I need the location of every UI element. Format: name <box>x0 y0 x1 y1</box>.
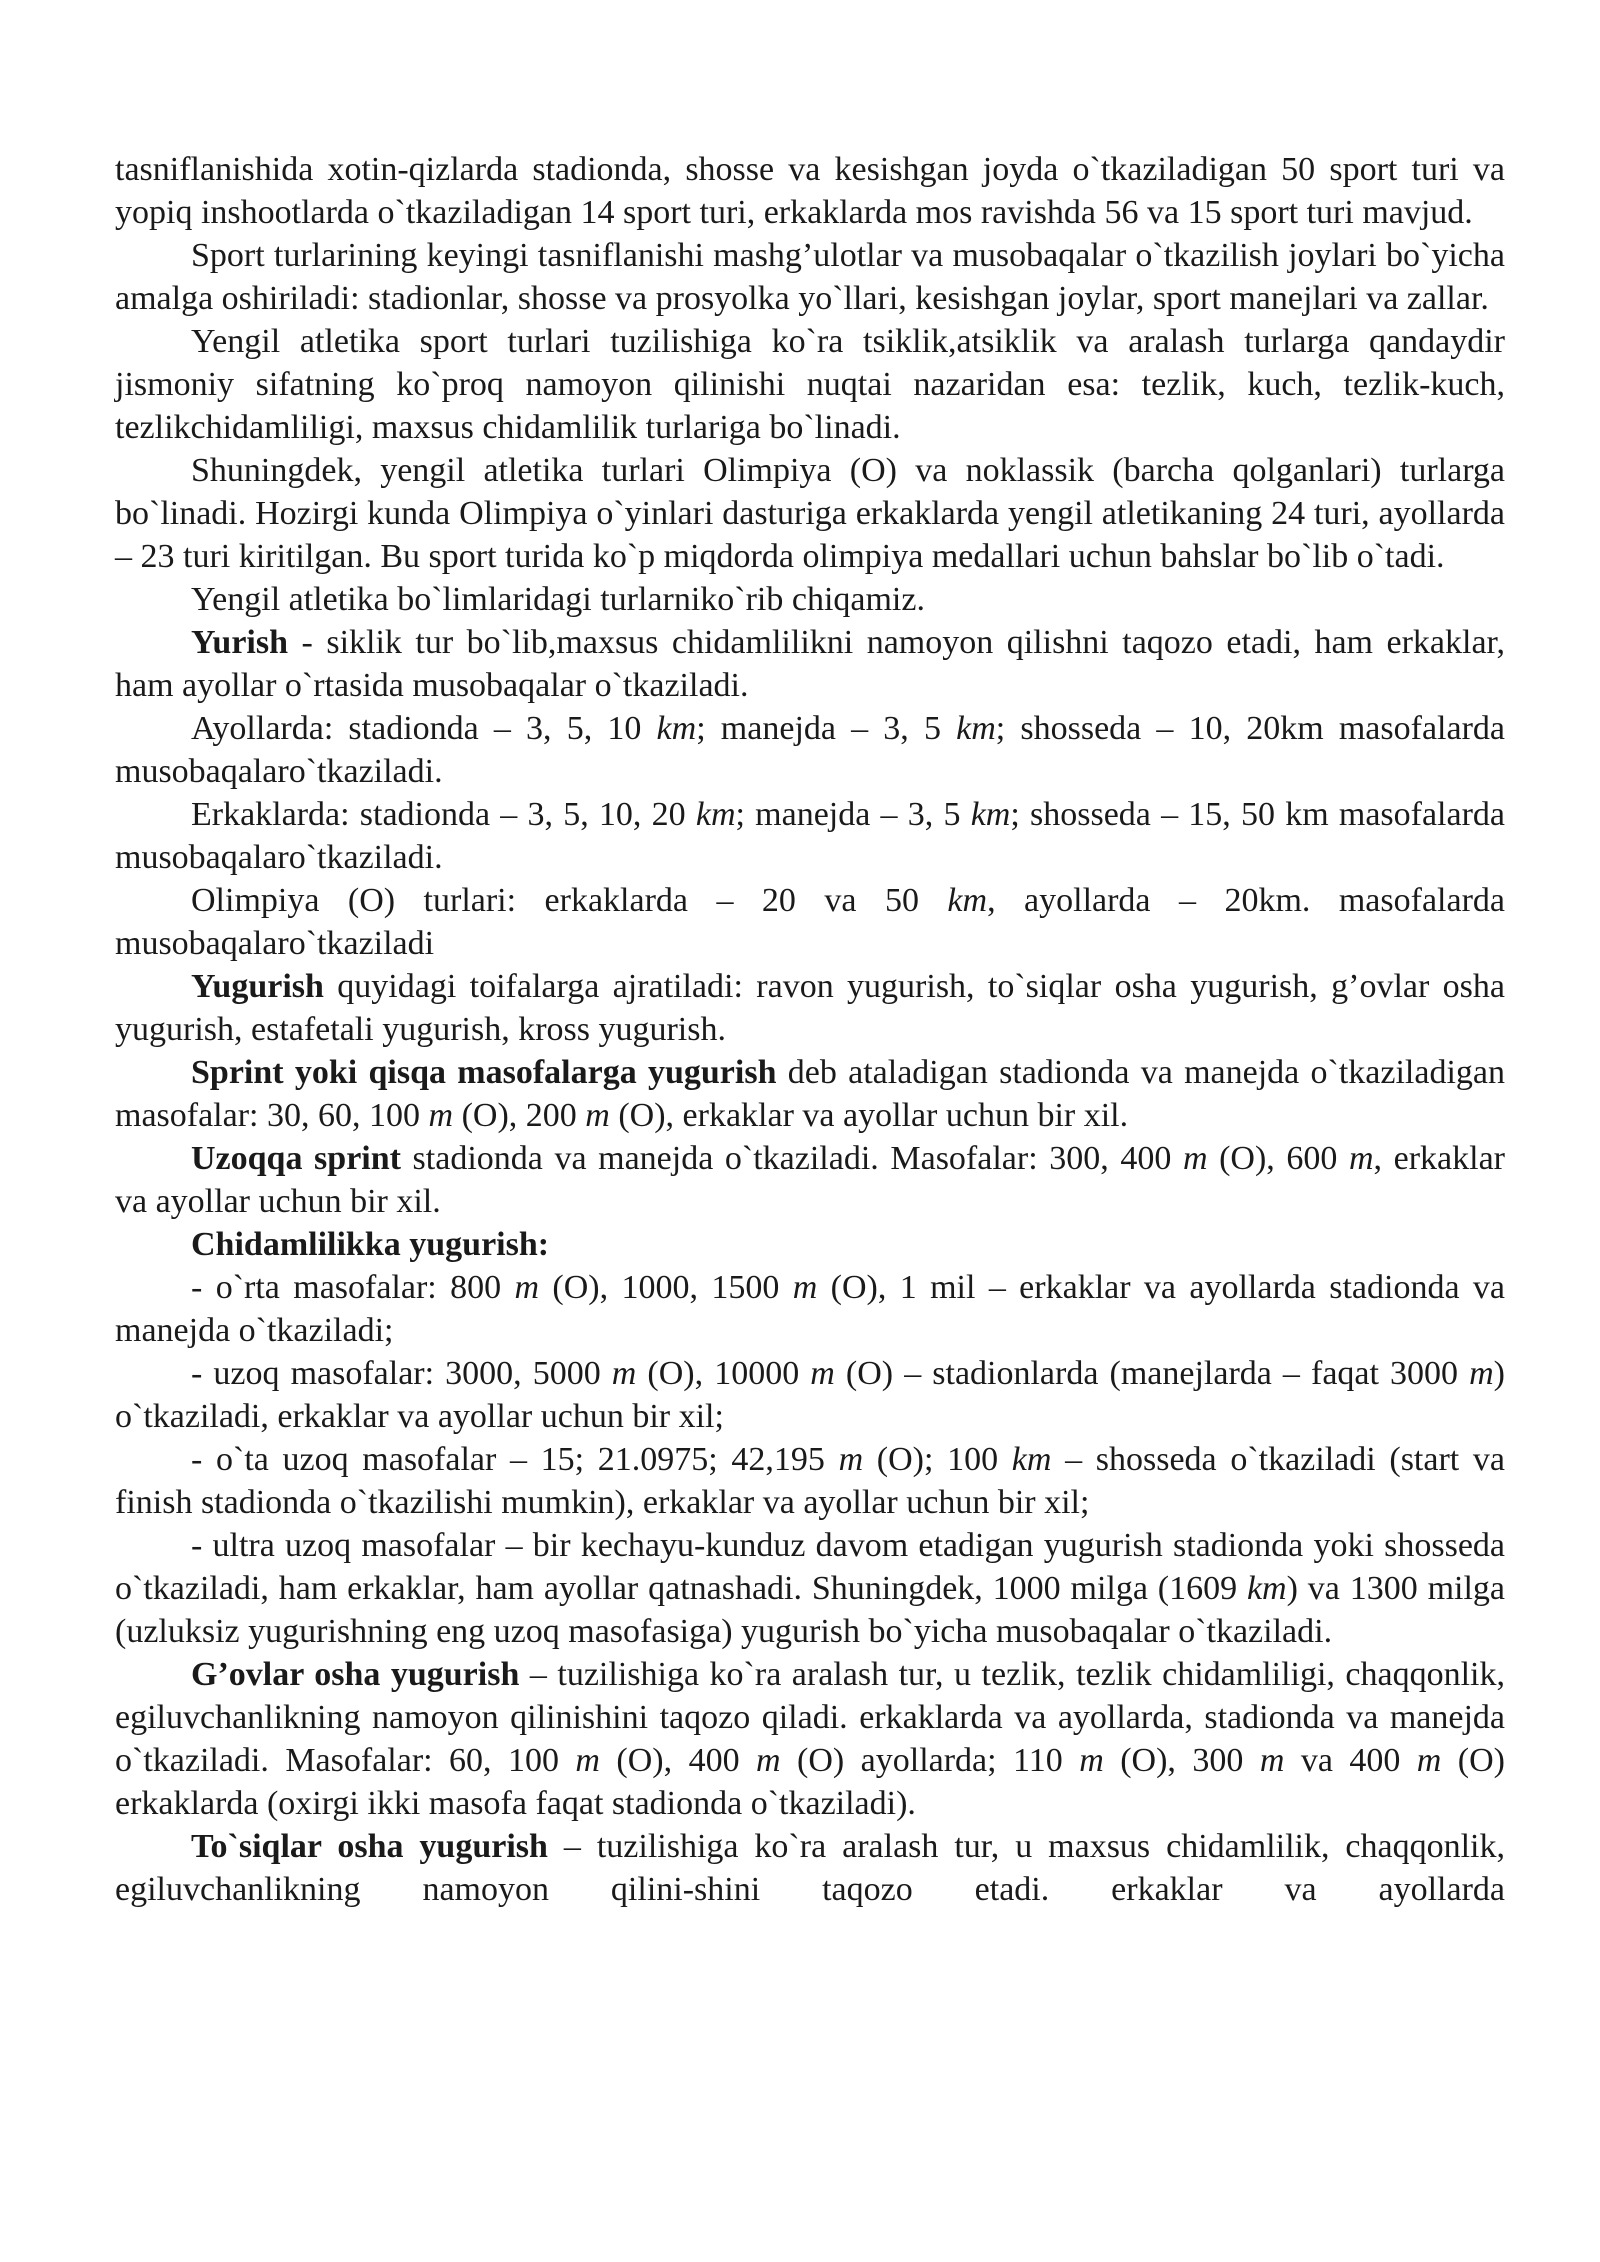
italic-unit: m <box>1416 1742 1442 1779</box>
text-run: va 400 <box>1284 1742 1417 1779</box>
paragraph <box>115 793 1505 879</box>
text-run: deb ataladigan stadionda va manejda o`tkaziladigan masofalar: 30, 60, 100 <box>115 1054 1505 1134</box>
text-run: Yengil atletika sport turlari tuzilishiga ko`ra tsiklik,atsiklik va aralash turlarga qandaydir jismoniy sifatning ko`proq namoyon qilinishi nuqtai nazaridan esa: tezlik, kuch, tezlik-kuch, tezlikchidamliligi, maxsus chidamlilik turlariga bo`linadi. <box>115 323 1505 446</box>
italic-unit: m <box>611 1355 637 1392</box>
text-run: (O), 200 <box>453 1097 586 1134</box>
text-run: - siklik tur bo`lib,maxsus chidamlilikni namoyon qilishni taqozo etadi, ham erkaklar, ham ayollar o`rtasida musobaqalar o`tkaziladi. <box>115 624 1505 704</box>
text-run: Olimpiya (O) turlari: erkaklarda – 20 va 50 <box>191 882 948 919</box>
text-run: (O), 10000 <box>636 1355 811 1392</box>
paragraph <box>115 234 1505 320</box>
italic-unit: km <box>695 796 736 833</box>
italic-unit: m <box>810 1355 835 1392</box>
italic-unit: m <box>1079 1742 1104 1779</box>
text-run: (O), 1000, 1500 <box>539 1269 793 1306</box>
bold-term: Chidamlilikka yugurish: <box>191 1226 550 1263</box>
text-run: (O) ayollarda; 110 <box>780 1742 1080 1779</box>
paragraph <box>115 449 1505 578</box>
paragraph <box>115 1051 1505 1137</box>
italic-unit: m <box>838 1441 864 1478</box>
italic-unit: m <box>585 1097 610 1134</box>
text-run: , erkaklar va ayollar uchun bir xil. <box>115 1140 1506 1220</box>
text-run: tasniflanishida xotin-qizlarda stadionda, shosse va kesishgan joyda o`tkaziladigan 50 sport turi va yopiq inshootlarda o`tkaziladigan 14 sport turi, erkaklarda mos ravishda 56 va 15 sport turi mavjud. <box>115 151 1505 231</box>
text-run: - o`ta uzoq masofalar – 15; 21.0975; 42,195 <box>191 1441 839 1478</box>
text-run: - o`rta masofalar: 800 <box>191 1269 515 1306</box>
text-run: - ultra uzoq masofalar – bir kechayu-kunduz davom etadigan yugurish stadionda yoki shosseda o`tkaziladi, ham erkaklar, ham ayollar qatnashadi. Shuningdek, 1000 milga (1609 <box>115 1527 1505 1607</box>
paragraph <box>115 1524 1505 1653</box>
italic-unit: m <box>1469 1355 1494 1392</box>
italic-unit: km <box>956 710 996 747</box>
paragraph <box>115 965 1505 1051</box>
text-run: – shosseda o`tkaziladi (start va finish stadionda o`tkazilishi mumkin), erkaklar va ayollar uchun bir xil; <box>115 1441 1505 1521</box>
text-run: , ayollarda – 20km. masofalarda musobaqalaro`tkaziladi <box>115 882 1505 962</box>
italic-unit: m <box>514 1269 540 1306</box>
text-run: (O); 100 <box>863 1441 1012 1478</box>
text-run: – tuzilishiga ko`ra aralash tur, u maxsus chidamlilik, chaqqonlik, egiluvchanlikning namoyon qilini-shini taqozo etadi. erkaklar va ayollarda <box>115 1828 1505 1908</box>
italic-unit: m <box>1259 1742 1285 1779</box>
text-run: (O) – stadionlarda (manejlarda – faqat 3000 <box>834 1355 1470 1392</box>
paragraph <box>115 1653 1505 1825</box>
italic-unit: m <box>575 1742 600 1779</box>
paragraph <box>115 320 1505 449</box>
text-run: (O), 400 <box>599 1742 757 1779</box>
bold-term: Yurish <box>191 624 289 661</box>
text-run: Yengil atletika bo`limlaridagi turlarniko`rib chiqamiz. <box>191 581 925 618</box>
text-run: (O), 600 <box>1207 1140 1349 1177</box>
text-run: quyidagi toifalarga ajratiladi: ravon yugurish, to`siqlar osha yugurish, g’ovlar osha yugurish, estafetali yugurish, kross yugurish. <box>115 968 1505 1048</box>
paragraph <box>115 1137 1505 1223</box>
italic-unit: km <box>947 882 988 919</box>
text-run: (O), 300 <box>1103 1742 1260 1779</box>
document-page <box>115 148 1505 1911</box>
text-run: Shuningdek, yengil atletika turlari Olimpiya (O) va noklassik (barcha qolganlari) turlarga bo`linadi. Hozirgi kunda Olimpiya o`yinlari dasturiga erkaklarda yengil atletikaning 24 turi, ayollarda – 23 turi kiritilgan. Bu sport turida ko`p miqdorda olimpiya medallari uchun bahslar bo`lib o`tadi. <box>115 452 1505 575</box>
text-run: stadionda va manejda o`tkaziladi. Masofalar: 300, 400 <box>400 1140 1183 1177</box>
paragraph <box>115 1825 1505 1911</box>
bold-term: To`siqlar osha yugurish <box>191 1828 548 1865</box>
paragraph <box>115 1266 1505 1352</box>
italic-unit: km <box>656 710 697 747</box>
paragraph <box>115 1438 1505 1524</box>
italic-unit: m <box>428 1097 454 1134</box>
bold-term: Uzoqqa sprint <box>191 1140 401 1177</box>
text-run: ; shosseda – 15, 50 km masofalarda musobaqalaro`tkaziladi. <box>115 796 1505 876</box>
paragraph <box>115 578 1505 621</box>
paragraph <box>115 707 1505 793</box>
italic-unit: m <box>756 1742 781 1779</box>
paragraph <box>115 1223 1505 1266</box>
text-run: Erkaklarda: stadionda – 3, 5, 10, 20 <box>191 796 696 833</box>
text-run: – tuzilishiga ko`ra aralash tur, u tezlik, tezlik chidamliligi, chaqqonlik, egiluvchanlikning namoyon qilinishini taqozo qiladi. erkaklarda va ayollarda, stadionda va manejda o`tkaziladi. Masofalar: 60, 100 <box>115 1656 1505 1779</box>
text-run: ; manejda – 3, 5 <box>696 710 957 747</box>
italic-unit: km <box>1246 1570 1287 1607</box>
text-run: (O), erkaklar va ayollar uchun bir xil. <box>609 1097 1129 1134</box>
text-run: (O), 1 mil – erkaklar va ayollarda stadionda va manejda o`tkaziladi; <box>115 1269 1506 1349</box>
italic-unit: m <box>1182 1140 1208 1177</box>
text-run: (O) erkaklarda (oxirgi ikki masofa faqat stadionda o`tkaziladi). <box>115 1742 1505 1822</box>
italic-unit: km <box>1011 1441 1052 1478</box>
text-run: Sport turlarining keyingi tasniflanishi mashg’ulotlar va musobaqalar o`tkazilish joylari bo`yicha amalga oshiriladi: stadionlar, shosse va prosyolka yo`llari, kesishgan joylar, sport manejlari va zallar. <box>115 237 1505 317</box>
paragraph <box>115 1352 1505 1438</box>
italic-unit: m <box>1348 1140 1374 1177</box>
text-run: ) o`tkaziladi, erkaklar va ayollar uchun bir xil; <box>115 1355 1505 1435</box>
text-run: - uzoq masofalar: 3000, 5000 <box>191 1355 612 1392</box>
paragraph <box>115 621 1505 707</box>
paragraph <box>115 879 1505 965</box>
italic-unit: km <box>970 796 1011 833</box>
text-run: ; shosseda – 10, 20km masofalarda musobaqalaro`tkaziladi. <box>115 710 1505 790</box>
bold-term: G’ovlar osha yugurish <box>191 1656 520 1693</box>
text-run: ; manejda – 3, 5 <box>735 796 971 833</box>
text-run: Ayollarda: stadionda – 3, 5, 10 <box>191 710 657 747</box>
paragraph <box>115 148 1505 234</box>
bold-term: Yugurish <box>191 968 324 1005</box>
italic-unit: m <box>792 1269 818 1306</box>
bold-term: Sprint yoki qisqa masofalarga yugurish <box>191 1054 777 1091</box>
text-run: ) va 1300 milga (uzluksiz yugurishning eng uzoq masofasiga) yugurish bo`yicha musobaqalar o`tkaziladi. <box>115 1570 1506 1650</box>
